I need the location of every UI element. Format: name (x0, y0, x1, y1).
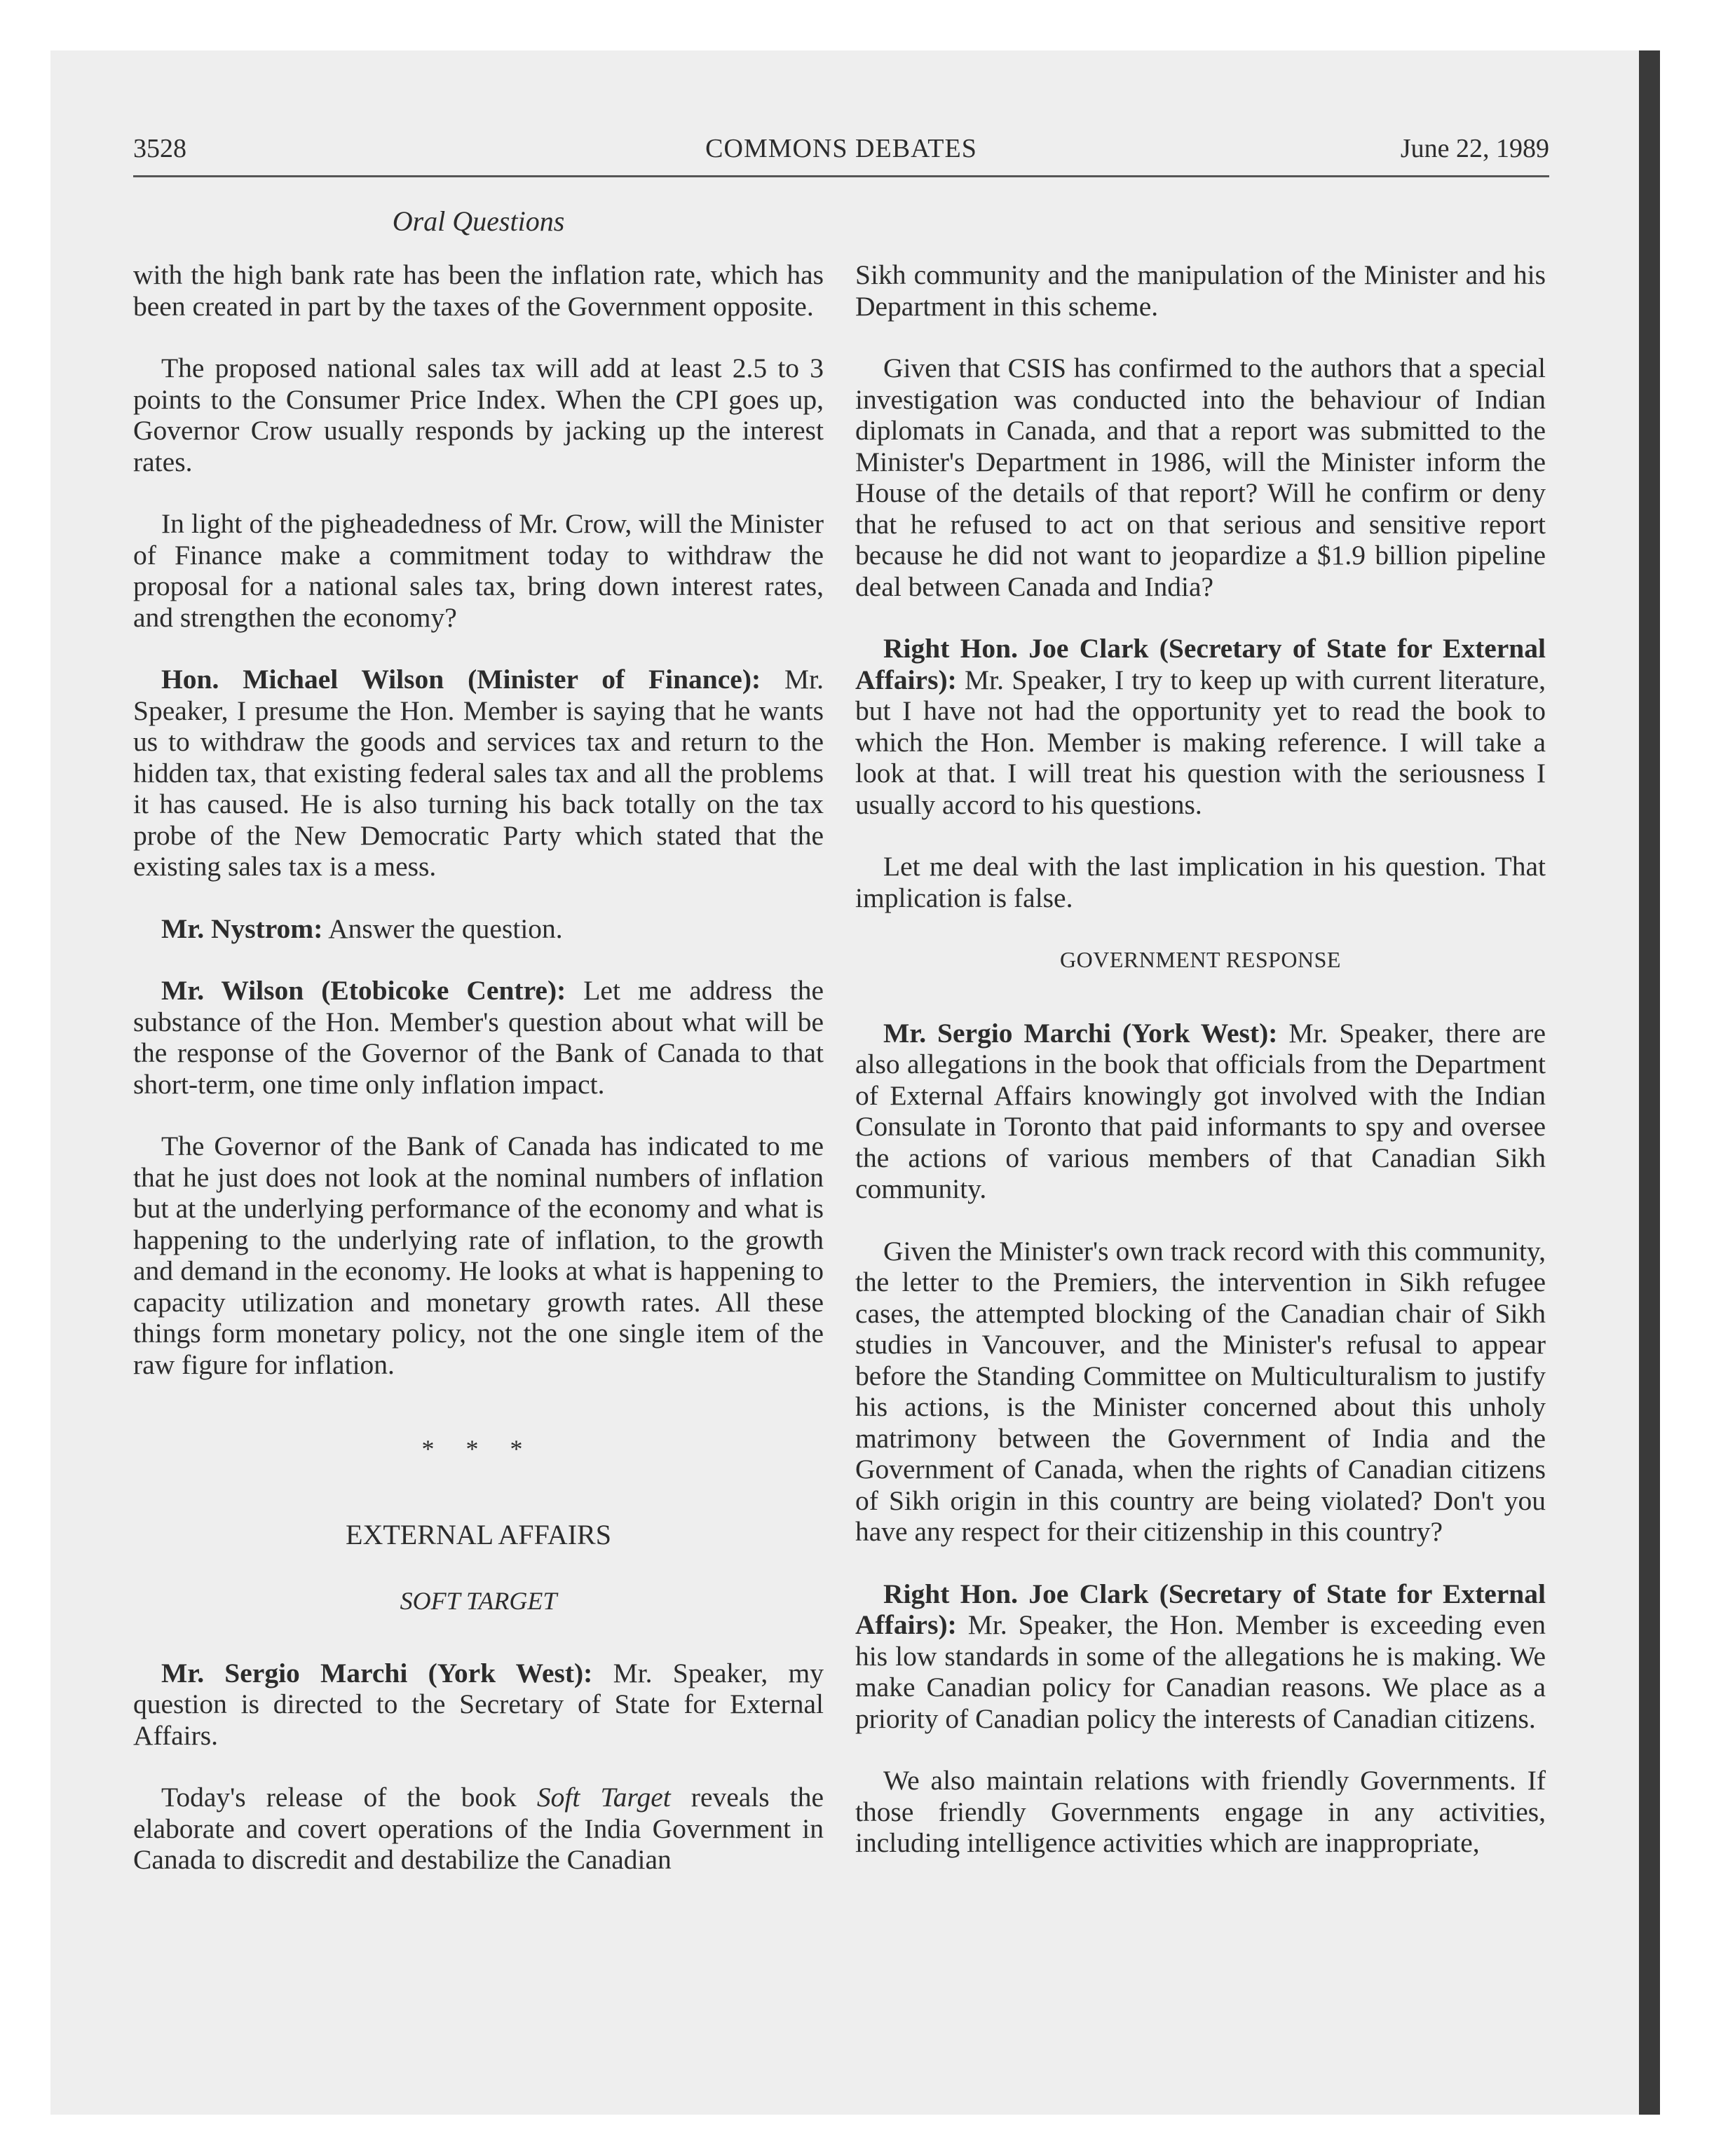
text-run: Today's release of the book (161, 1782, 537, 1813)
speaker-name: Hon. Michael Wilson (Minister of Finance): (161, 664, 761, 695)
speech-paragraph (133, 1658, 824, 1752)
section-label: Oral Questions (392, 205, 565, 237)
speaker-name: Right Hon. Joe Clark (Secretary of State for External Affairs): (855, 633, 1546, 695)
speaker-name: Mr. Sergio Marchi (York West): (883, 1017, 1278, 1049)
page-number: 3528 (133, 134, 186, 163)
speaker-name: Mr. Nystrom: (161, 913, 323, 944)
book-title: Soft Target (536, 1782, 671, 1813)
speaker-name: Mr. Wilson (Etobicoke Centre): (161, 975, 566, 1006)
paragraph (133, 1782, 824, 1876)
speech-text: Mr. Speaker, I presume the Hon. Member is saying that he wants us to withdraw the goods and services tax and return to the hidden tax, that existing federal sales tax and all the problems it has caused. He is also turning his back totally on the tax probe of the New Democratic Party which stated that the existing sales tax is a mess. (133, 664, 824, 882)
paragraph: We also maintain relations with friendly Governments. If those friendly Governments engage in any activities, including intelligence activities which are inappropriate, (855, 1765, 1546, 1858)
paragraph: The Governor of the Bank of Canada has indicated to me that he just does not look at the nominal numbers of inflation but at the underlying performance of the economy and what is happening to the underlying rate of inflation, to the growth and demand in the economy. He looks at what is happening to capacity utilization and monetary growth rates. All these things form monetary policy, not the one single item of the raw figure for inflation. (133, 1131, 824, 1380)
speech-text: Mr. Speaker, I try to keep up with current literature, but I have not had the opportunity yet to read the book to which the Hon. Member is making reference. I will take a look at that. I will treat his question with the seriousness I usually accord to his questions. (855, 664, 1546, 820)
paragraph: The proposed national sales tax will add at least 2.5 to 3 points to the Consumer Price Index. When the CPI goes up, Governor Crow usually responds by jacking up the interest rates. (133, 353, 824, 477)
speech-paragraph (133, 913, 824, 945)
left-column (133, 259, 824, 1906)
speech-text: Let me address the substance of the Hon. Member's question about what will be the response of the Governor of the Bank of Canada to that short-term, one time only inflation impact. (133, 975, 824, 1100)
speech-paragraph (133, 975, 824, 1100)
speech-paragraph (855, 1578, 1546, 1735)
speaker-name: Mr. Sergio Marchi (York West): (161, 1657, 593, 1688)
right-column (855, 259, 1546, 1890)
page-header (133, 133, 1549, 177)
section-heading: EXTERNAL AFFAIRS (346, 1518, 611, 1550)
speech-text: Mr. Speaker, there are also allegations in the book that officials from the Department of External Affairs knowingly got involved with the Indian Consulate in Toronto that paid informants to spy and oversee the actions of various members of that Canadian Sikh community. (855, 1017, 1546, 1204)
section-separator: * * * (421, 1435, 536, 1463)
speech-paragraph (855, 633, 1546, 820)
paragraph: Given that CSIS has confirmed to the authors that a special investigation was conducted into the behaviour of Indian diplomats in Canada, and that a report was submitted to the Minister's Department in 1986, will the Minister inform the House of the details of that report? Will he confirm or deny that he refused to act on that serious and sensitive report because he did not want to jeopardize a $1.9 billion pipeline deal between Canada and India? (855, 353, 1546, 602)
page (133, 133, 1549, 1875)
section-heading: GOVERNMENT RESPONSE (1060, 947, 1341, 972)
text-run: reveals the elaborate and covert operations of the India Government in Canada to discredit and destabilize the Canadian (133, 1782, 824, 1875)
speech-text: Mr. Speaker, the Hon. Member is exceeding even his low standards in some of the allegations he is making. We make Canadian policy for Canadian reasons. We place as a priority of Canadian policy the interests of Canadian citizens. (855, 1609, 1546, 1734)
page-date: June 22, 1989 (1400, 134, 1549, 163)
speech-text: Mr. Speaker, my question is directed to the Secretary of State for External Affairs. (133, 1657, 824, 1751)
speech-paragraph (855, 1018, 1546, 1205)
paragraph: Given the Minister's own track record with this community, the letter to the Premiers, the intervention in Sikh refugee cases, the attempted blocking of the Canadian chair of Sikh studies in Vancouver, and the Minister's refusal to appear before the Standing Committee on Multiculturalism to justify his actions, is the Minister concerned about this unholy matrimony between the Government of India and the Government of Canada, when the rights of Canadian citizens of Sikh origin in this country are being violated? Don't you have any respect for their citizenship in this country? (855, 1235, 1546, 1547)
speech-text: Answer the question. (322, 913, 563, 944)
paragraph: In light of the pigheadedness of Mr. Crow, will the Minister of Finance make a commitment today to withdraw the proposal for a national sales tax, bring down interest rates, and strengthen the economy? (133, 508, 824, 633)
speaker-name: Right Hon. Joe Clark (Secretary of State for External Affairs): (855, 1578, 1546, 1640)
scan-edge-bar (1639, 50, 1660, 2115)
paragraph: with the high bank rate has been the inflation rate, which has been created in part by the taxes of the Government opposite. (133, 259, 824, 322)
publication-title: COMMONS DEBATES (705, 134, 977, 163)
section-subheading: SOFT TARGET (400, 1587, 557, 1615)
paragraph: Sikh community and the manipulation of the Minister and his Department in this scheme. (855, 259, 1546, 322)
paragraph: Let me deal with the last implication in his question. That implication is false. (855, 851, 1546, 913)
speech-paragraph (133, 664, 824, 882)
